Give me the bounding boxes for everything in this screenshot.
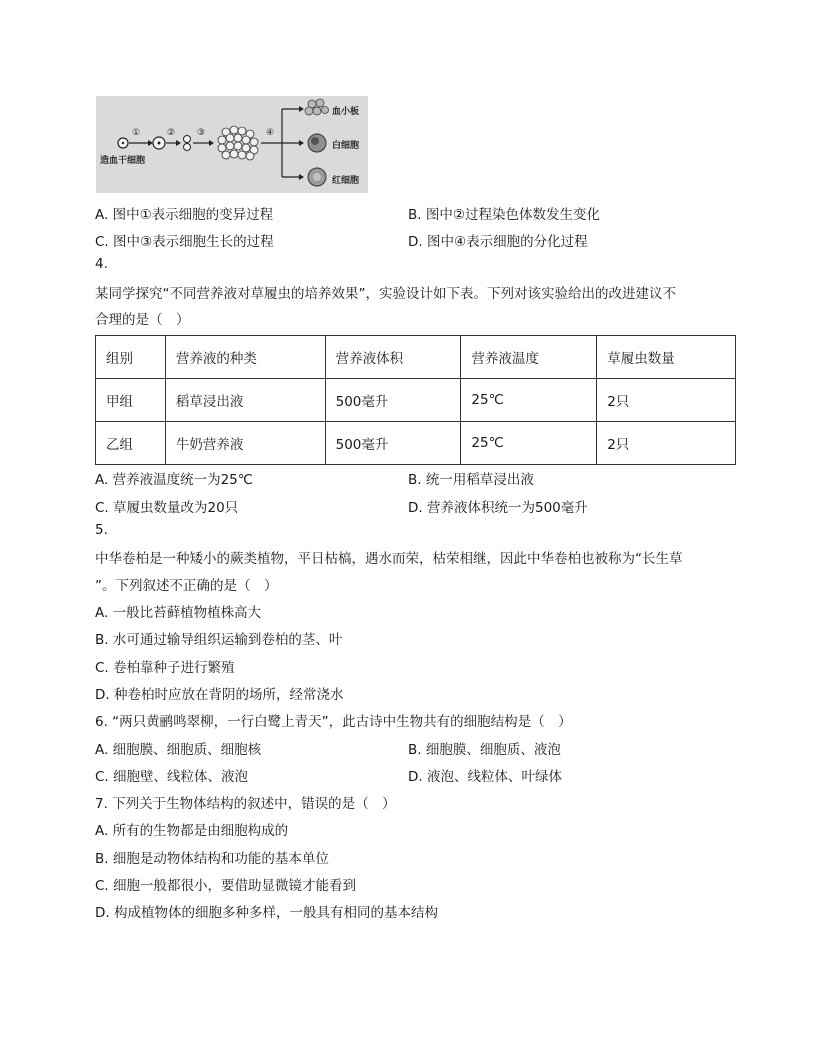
platelet-shape xyxy=(305,99,329,115)
q7-stem: 7. 下列关于生物体结构的叙述中，错误的是（ ） xyxy=(95,796,396,812)
table-cell: 25℃ xyxy=(461,379,597,422)
table-cell: 牛奶营养液 xyxy=(165,422,325,465)
q6-stem: 6. “两只黄鹂鸣翠柳，一行白鹭上青天”，此古诗中生物共有的细胞结构是（ ） xyxy=(95,714,572,730)
table-cell: 稻草浸出液 xyxy=(165,379,325,422)
table-cell: 2只 xyxy=(597,379,736,422)
q4-option-a: A. 营养液温度统一为25℃ xyxy=(95,472,253,488)
table-cell: 25℃ xyxy=(461,422,597,465)
table-header-cell: 营养液温度 xyxy=(461,336,597,379)
white-blood-cell-label: 白细胞 xyxy=(332,141,360,151)
hematopoiesis-figure xyxy=(96,96,368,193)
q6-option-a: A. 细胞膜、细胞质、细胞核 xyxy=(95,742,262,758)
table-cell: 500毫升 xyxy=(325,422,461,465)
q6-option-c: C. 细胞壁、线粒体、液泡 xyxy=(95,769,249,785)
hematopoiesis-diagram xyxy=(96,96,368,193)
experiment-table xyxy=(95,335,736,465)
table-cell: 乙组 xyxy=(96,422,166,465)
stem-cell-label: 造血干细胞 xyxy=(100,156,146,166)
step-2-label: ② xyxy=(167,128,176,138)
q7-option-b: B. 细胞是动物体结构和功能的基本单位 xyxy=(95,851,329,867)
table-row xyxy=(96,422,736,465)
q4-option-d: D. 营养液体积统一为500毫升 xyxy=(408,500,588,516)
table-row xyxy=(96,379,736,422)
step-4-label: ④ xyxy=(266,128,275,138)
q7-option-d: D. 构成植物体的细胞多种多样，一般具有相同的基本结构 xyxy=(95,905,438,921)
q6-option-b: B. 细胞膜、细胞质、液泡 xyxy=(408,742,561,758)
cell-mass-shape xyxy=(218,126,258,160)
q5-option-d: D. 种卷柏时应放在背阴的场所，经常浇水 xyxy=(95,687,344,703)
q5-stem-line2: ”。下列叙述不正确的是（ ） xyxy=(95,578,278,594)
divided-cell-shape xyxy=(184,136,191,143)
q3-option-d: D. 图中④表示细胞的分化过程 xyxy=(408,234,588,250)
q4-number: 4. xyxy=(95,256,108,272)
table-cell: 500毫升 xyxy=(325,379,461,422)
q4-stem-line1: 某同学探究“不同营养液对草履虫的培养效果”，实验设计如下表。下列对该实验给出的改进建议不 xyxy=(95,286,676,302)
table-cell: 2只 xyxy=(597,422,736,465)
q4-stem-line2: 合理的是（ ） xyxy=(95,312,190,328)
q3-option-c: C. 图中③表示细胞生长的过程 xyxy=(95,234,274,250)
q4-option-c: C. 草履虫数量改为20只 xyxy=(95,500,239,516)
q4-option-b: B. 统一用稻草浸出液 xyxy=(408,472,534,488)
platelet-label: 血小板 xyxy=(332,107,360,117)
table-cell: 甲组 xyxy=(96,379,166,422)
q6-option-d: D. 液泡、线粒体、叶绿体 xyxy=(408,769,562,785)
red-blood-cell-label: 红细胞 xyxy=(332,176,360,186)
q3-option-b: B. 图中②过程染色体数发生变化 xyxy=(408,207,600,223)
q5-number: 5. xyxy=(95,522,108,538)
step-1-label: ① xyxy=(132,128,141,138)
table-header-cell: 组别 xyxy=(96,336,166,379)
table-header-cell: 营养液的种类 xyxy=(165,336,325,379)
q3-option-a: A. 图中①表示细胞的变异过程 xyxy=(95,207,274,223)
table-header-row xyxy=(96,336,736,379)
q5-option-a: A. 一般比苔藓植物植株高大 xyxy=(95,605,262,621)
q5-stem-line1: 中华卷柏是一种矮小的蕨类植物，平日枯槁，遇水而荣，枯荣相继，因此中华卷柏也被称为“长生草 xyxy=(95,551,683,567)
table-header-cell: 草履虫数量 xyxy=(597,336,736,379)
q7-option-a: A. 所有的生物都是由细胞构成的 xyxy=(95,823,289,839)
table-header-cell: 营养液体积 xyxy=(325,336,461,379)
step-3-label: ③ xyxy=(197,128,206,138)
q7-option-c: C. 细胞一般都很小，要借助显微镜才能看到 xyxy=(95,878,357,894)
q5-option-c: C. 卷柏靠种子进行繁殖 xyxy=(95,660,235,676)
q5-option-b: B. 水可通过输导组织运输到卷柏的茎、叶 xyxy=(95,632,343,648)
